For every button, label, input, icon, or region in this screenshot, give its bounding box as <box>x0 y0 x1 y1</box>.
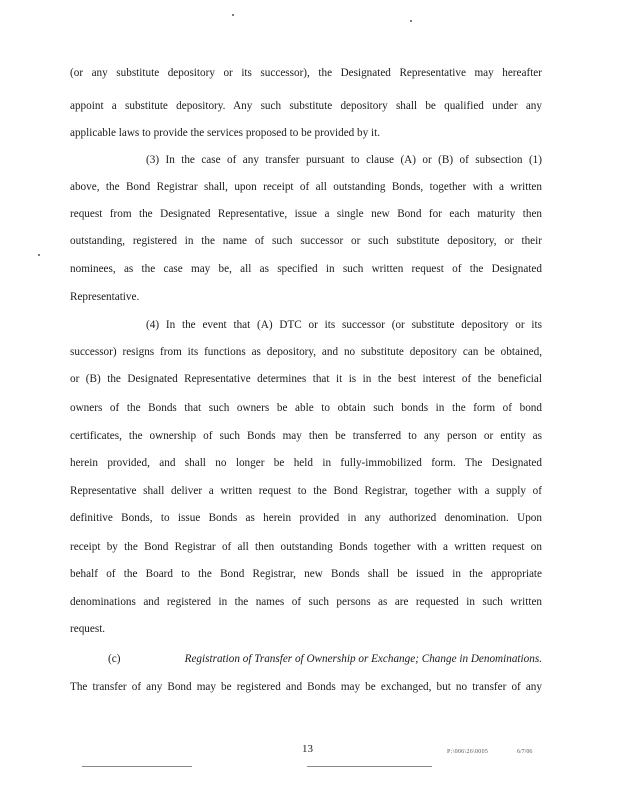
body-text-line: appoint a substitute depository. Any such substitute depository shall be qualified under any <box>70 100 542 112</box>
body-text-line: request from the Designated Representative, issue a single new Bond for each maturity then <box>70 208 542 220</box>
body-text-line: outstanding, registered in the name of such successor or such substitute depository, or their <box>70 235 542 247</box>
body-text-line: (or any substitute depository or its successor), the Designated Representative may hereafter <box>70 67 542 79</box>
body-text-line: The transfer of any Bond may be registered and Bonds may be exchanged, but no transfer of any <box>70 681 542 693</box>
body-text-line: Representative. <box>70 291 140 303</box>
page-number: 13 <box>302 743 313 755</box>
section-c-label: (c) <box>108 653 121 665</box>
body-text-line: request. <box>70 623 106 635</box>
scan-speck <box>232 14 234 16</box>
footer-rule-left <box>82 766 192 767</box>
body-text-line: denominations and registered in the names of such persons as are requested in such written <box>70 596 542 608</box>
body-text-line: or (B) the Designated Representative determines that it is in the best interest of the beneficial <box>70 373 542 385</box>
body-text-line: owners of the Bonds that such owners be able to obtain such bonds in the form of bond <box>70 402 542 414</box>
body-text-line: applicable laws to provide the services proposed to be provided by it. <box>70 127 381 139</box>
paragraph-4-first-line: (4) In the event that (A) DTC or its successor (or substitute depository or its <box>146 319 542 331</box>
body-text-line: herein provided, and shall no longer be held in fully-immobilized form. The Designated <box>70 457 542 469</box>
body-text-line: behalf of the Board to the Bond Registrar, new Bonds shall be issued in the appropriate <box>70 568 542 580</box>
paragraph-3-first-line: (3) In the case of any transfer pursuant to clause (A) or (B) of subsection (1) <box>146 154 542 166</box>
body-text-line: nominees, as the case may be, all as specified in such written request of the Designated <box>70 263 542 275</box>
body-text-line: receipt by the Bond Registrar of all then outstanding Bonds together with a written request on <box>70 541 542 553</box>
body-text-line: definitive Bonds, to issue Bonds as herein provided in any authorized denomination. Upon <box>70 512 542 524</box>
body-text-line: successor) resigns from its functions as depository, and no substitute depository can be obtained, <box>70 346 542 358</box>
body-text-line: Representative shall deliver a written request to the Bond Registrar, together with a supply of <box>70 485 542 497</box>
body-text-line: above, the Bond Registrar shall, upon receipt of all outstanding Bonds, together with a written <box>70 181 542 193</box>
scan-speck <box>410 20 412 22</box>
scan-speck <box>38 254 40 256</box>
section-c-heading: Registration of Transfer of Ownership or Exchange; Change in Denominations. <box>184 653 542 665</box>
footer-rule-center <box>307 766 432 767</box>
footer-date: 6/7/06 <box>517 749 533 755</box>
footer-document-code: P:\006\26\0005 <box>447 749 489 755</box>
body-text-line: certificates, the ownership of such Bonds may then be transferred to any person or entity as <box>70 430 542 442</box>
